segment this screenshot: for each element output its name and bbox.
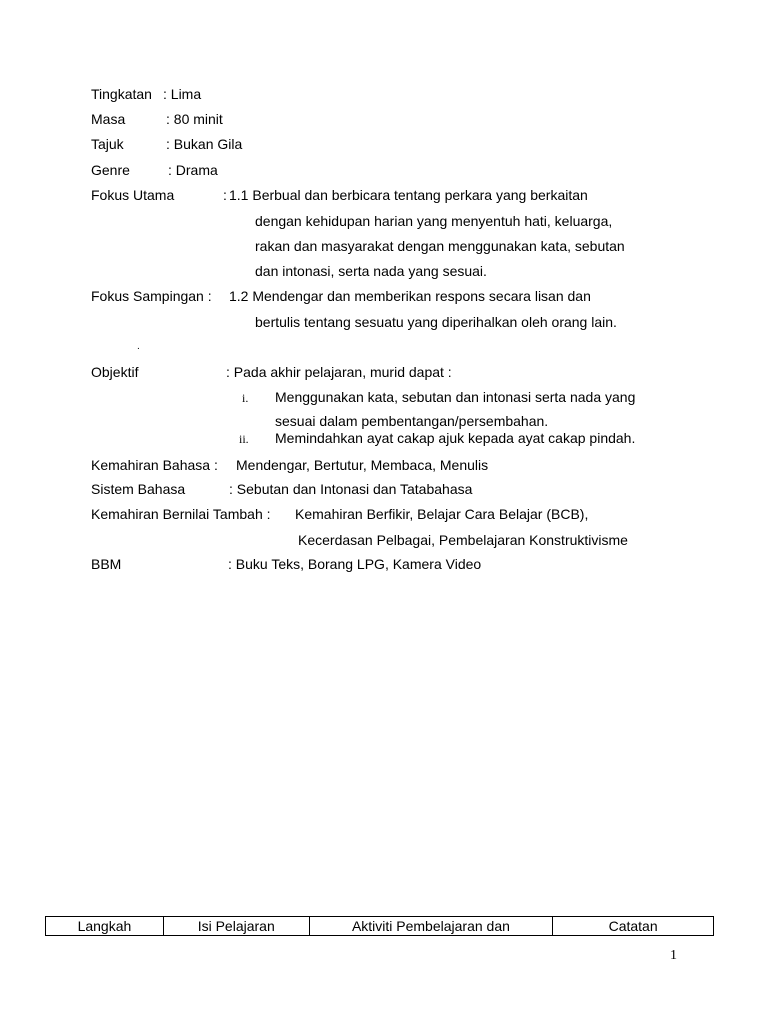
- genre-value: : Drama: [168, 162, 218, 178]
- table-header-cell: Catatan: [553, 917, 714, 936]
- table-header-cell: Aktiviti Pembelajaran dan: [309, 917, 553, 936]
- kemahiran-bahasa-value: Mendengar, Bertutur, Membaca, Menulis: [236, 457, 489, 473]
- table-header-cell: Langkah: [46, 917, 164, 936]
- kemahiran-bernilai-line: Kecerdasan Pelbagai, Pembelajaran Konstruktivisme: [298, 532, 628, 548]
- page-number: 1: [670, 948, 677, 963]
- fokus-sampingan-line: 1.2 Mendengar dan memberikan respons secara lisan dan: [229, 288, 591, 304]
- kemahiran-bahasa-label: Kemahiran Bahasa :: [91, 457, 218, 473]
- bbm-label: BBM: [91, 556, 122, 572]
- bbm-value: : Buku Teks, Borang LPG, Kamera Video: [228, 556, 482, 572]
- objektif-intro: : Pada akhir pelajaran, murid dapat :: [226, 364, 452, 380]
- objektif-item-number: ii.: [239, 432, 249, 446]
- fokus-sampingan-line: bertulis tentang sesuatu yang diperihalkan oleh orang lain.: [255, 314, 617, 330]
- tingkatan-label: Tingkatan: [91, 86, 152, 102]
- stray-dot: .: [137, 341, 140, 352]
- fokus-utama-colon: :: [223, 187, 227, 203]
- table-header-cell: Isi Pelajaran: [163, 917, 309, 936]
- sistem-bahasa-value: : Sebutan dan Intonasi dan Tatabahasa: [229, 481, 473, 497]
- tajuk-value: : Bukan Gila: [166, 136, 243, 152]
- lesson-table: [45, 916, 714, 936]
- fokus-utama-line: rakan dan masyarakat dengan menggunakan kata, sebutan: [255, 238, 625, 254]
- kemahiran-bernilai-label: Kemahiran Bernilai Tambah :: [91, 506, 271, 522]
- tajuk-label: Tajuk: [91, 136, 124, 152]
- fokus-utama-label: Fokus Utama: [91, 187, 175, 203]
- sistem-bahasa-label: Sistem Bahasa: [91, 481, 186, 497]
- table-header-row: [46, 917, 714, 936]
- fokus-utama-line: 1.1 Berbual dan berbicara tentang perkara yang berkaitan: [229, 187, 588, 203]
- kemahiran-bernilai-line: Kemahiran Berfikir, Belajar Cara Belajar (BCB),: [295, 506, 589, 522]
- objektif-item-text: Menggunakan kata, sebutan dan intonasi serta nada yang: [275, 389, 636, 405]
- objektif-label: Objektif: [91, 364, 139, 380]
- objektif-item-number: i.: [242, 391, 249, 405]
- fokus-utama-line: dan intonasi, serta nada yang sesuai.: [255, 263, 487, 279]
- fokus-sampingan-label: Fokus Sampingan :: [91, 288, 212, 304]
- masa-label: Masa: [91, 111, 126, 127]
- fokus-utama-line: dengan kehidupan harian yang menyentuh hati, keluarga,: [255, 213, 613, 229]
- objektif-item-text: sesuai dalam pembentangan/persembahan.: [275, 413, 549, 429]
- masa-value: : 80 minit: [166, 111, 223, 127]
- objektif-item-text: Memindahkan ayat cakap ajuk kepada ayat cakap pindah.: [275, 430, 636, 446]
- genre-label: Genre: [91, 162, 130, 178]
- tingkatan-value: : Lima: [163, 86, 202, 102]
